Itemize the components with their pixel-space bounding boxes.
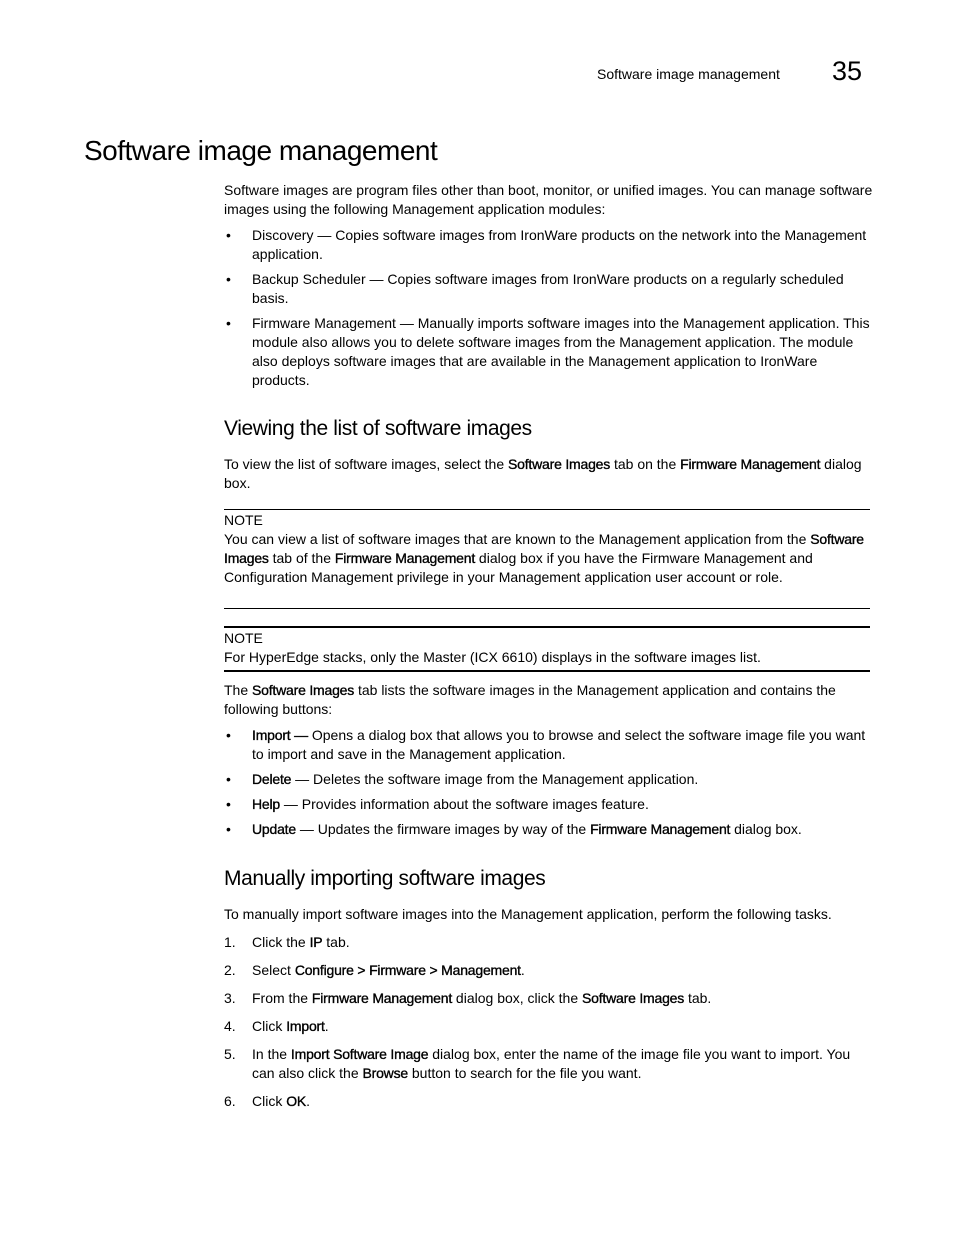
step-item <box>224 933 874 952</box>
ui-term-browse: Browse <box>362 1065 408 1081</box>
text-run: dialog box. <box>224 456 862 491</box>
list-item-import <box>224 726 874 764</box>
ui-term-firmware-management: Firmware Management <box>680 456 821 472</box>
text-run: dialog box. <box>730 821 802 837</box>
viewing-paragraph <box>224 455 874 493</box>
step-number: 5. <box>224 1046 236 1062</box>
ui-term-software-images: Software Images <box>508 456 611 472</box>
text-run: dialog box, enter the name of the image file you want to import. You can also click the <box>252 1046 851 1081</box>
ui-term-firmware-management: Firmware Management <box>334 550 476 566</box>
list-item: • Backup Scheduler — Copies software images from IronWare products on a regularly scheduled basis. <box>224 270 874 308</box>
buttons-paragraph <box>224 681 874 719</box>
list-item-update <box>224 820 874 839</box>
ui-term-ok: OK <box>286 1093 307 1109</box>
text-run: — Updates the firmware images by way of the <box>295 821 591 837</box>
text-run: tab. <box>684 990 712 1006</box>
step-item <box>224 1045 874 1083</box>
ui-term-import: Import — <box>252 727 308 743</box>
text-run: Opens a dialog box that allows you to browse and select the software image file you want to import and save in the Management application. <box>252 727 866 762</box>
note-bottom-rule <box>224 670 870 672</box>
text-run: Select <box>252 962 295 978</box>
list-item: • Discovery — Copies software images from IronWare products on the network into the Management application. <box>224 226 874 264</box>
ui-term-help: Help <box>252 796 280 812</box>
section-heading-viewing: Viewing the list of software images <box>224 417 532 440</box>
ui-term-menu-path: Configure > Firmware > Management <box>294 962 521 978</box>
text-run: — Deletes the software image from the Management application. <box>291 771 699 787</box>
text-run: tab on the <box>610 456 681 472</box>
step-number: 1. <box>224 934 236 950</box>
step-item <box>224 1017 874 1036</box>
text-run: tab lists the software images in the Management application and contains the following buttons: <box>224 682 836 717</box>
text-run: dialog box, click the <box>452 990 583 1006</box>
text-run: Click <box>252 1018 287 1034</box>
text-run: In the <box>252 1046 291 1062</box>
ui-term-software-images: Software Images <box>252 682 355 698</box>
page-title: Software image management <box>84 135 438 166</box>
intro-paragraph: Software images are program files other than boot, monitor, or unified images. You can manage software images using the following Management application modules: <box>224 182 873 217</box>
text-run: Click the <box>252 934 310 950</box>
note-text <box>224 530 870 587</box>
ui-term-ip: IP <box>309 934 323 950</box>
note-text: For HyperEdge stacks, only the Master (ICX 6610) displays in the software images list. <box>224 649 761 665</box>
buttons-list <box>224 726 874 839</box>
step-number: 4. <box>224 1018 236 1034</box>
text-run: To view the list of software images, select the <box>224 456 509 472</box>
step-number: 3. <box>224 990 236 1006</box>
note-top-rule <box>224 626 870 628</box>
note-box-1 <box>224 511 870 587</box>
ui-term-firmware-management: Firmware Management <box>311 990 453 1006</box>
ui-term-delete: Delete <box>252 771 292 787</box>
ui-term-software-images: Software Images <box>582 990 685 1006</box>
step-number: 6. <box>224 1093 236 1109</box>
ui-term-software-images: Software Images <box>224 531 864 566</box>
text-run: . <box>520 962 525 978</box>
ui-term-update: Update <box>252 821 296 837</box>
text-run: — Provides information about the software images feature. <box>280 796 649 812</box>
steps-list <box>224 933 874 1111</box>
text-run: tab. <box>322 934 350 950</box>
note-bottom-rule <box>224 608 870 609</box>
text-run: You can view a list of software images that are known to the Management application from the <box>224 531 811 547</box>
text-run: tab of the <box>268 550 335 566</box>
ui-term-firmware-management: Firmware Management <box>590 821 731 837</box>
list-item-delete <box>224 770 874 789</box>
ui-term-import-software-image: Import Software Image <box>290 1046 429 1062</box>
text-run: . <box>306 1093 310 1109</box>
chapter-number: 35 <box>832 56 863 86</box>
text-run: button to search for the file you want. <box>407 1065 642 1081</box>
text-run: dialog box if you have the Firmware Management and Configuration Management privilege in your Management application user account or role. <box>224 550 813 585</box>
step-item <box>224 989 874 1008</box>
modules-list <box>224 226 874 390</box>
list-item: • Firmware Management — Manually imports software images into the Management application. This module also allows you to delete software images from the Management application. The module also deploys software images that are available in the Management application to IronWare products. <box>224 314 874 390</box>
note-top-rule <box>224 509 870 510</box>
text-run: The <box>224 682 253 698</box>
running-header-section: Software image management <box>597 66 780 82</box>
note-label: NOTE <box>224 630 263 646</box>
step-item <box>224 961 874 980</box>
step-item <box>224 1092 874 1111</box>
section-heading-importing: Manually importing software images <box>224 867 546 890</box>
importing-intro: To manually import software images into the Management application, perform the following tasks. <box>224 906 832 922</box>
note-label: NOTE <box>224 512 263 528</box>
text-run: . <box>324 1018 329 1034</box>
step-number: 2. <box>224 962 236 978</box>
list-item-help <box>224 795 874 814</box>
text-run: From the <box>252 990 312 1006</box>
ui-term-import: Import <box>286 1018 325 1034</box>
text-run: Click <box>252 1093 287 1109</box>
note-box-2 <box>224 629 870 667</box>
